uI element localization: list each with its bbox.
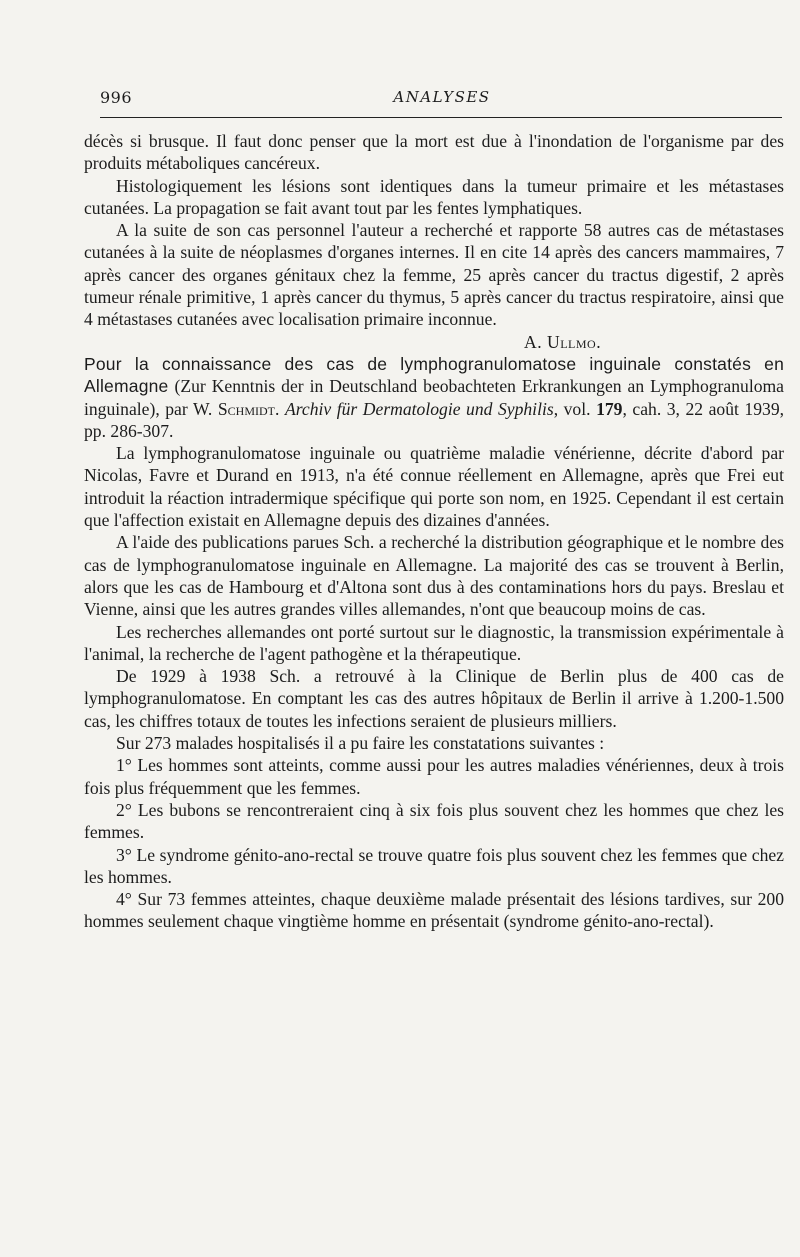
page-body (84, 130, 784, 933)
article-subtitle: (Zur Kenntnis der in Deutschland beobachteten Erkrankungen an Lymphogranuloma inguinale), par W. (84, 376, 784, 419)
paragraph: décès si brusque. Il faut donc penser que la mort est due à l'inondation de l'organisme par des produits métaboliques cancéreux. (84, 131, 784, 174)
header-rule (100, 117, 782, 118)
list-item: 1° Les hommes sont atteints, comme aussi pour les autres maladies vénériennes, deux à trois fois plus fréquemment que les femmes. (84, 755, 784, 798)
signature-name: Ullmo. (547, 331, 602, 352)
paragraph: Sur 273 malades hospitalisés il a pu faire les constatations suivantes : (116, 733, 605, 754)
signature-initial: A. (524, 331, 543, 352)
article-heading (84, 353, 784, 442)
page-header (100, 88, 784, 110)
paragraph: Histologiquement les lésions sont identiques dans la tumeur primaire et les métastases cutanées. La propagation se fait avant tout par les fentes lymphatiques. (84, 175, 784, 218)
paragraph: Les recherches allemandes ont porté surtout sur le diagnostic, la transmission expérimentale à l'animal, la recherche de l'agent pathogène et la thérapeutique. (84, 621, 784, 664)
reference-details: , cah. 3, 22 août 1939, pp. 286-307. (84, 398, 785, 441)
paragraph: A l'aide des publications parues Sch. a recherché la distribution géographique et le nombre des cas de lymphogranulomatose inguinale en Allemagne. La majorité des cas se trouvent à Berlin, alors que les cas de Hambourg et d'Altona sont dus à des contaminations hors du pays. Breslau et Vienne, ainsi que les autres grandes villes allemandes, n'ont que beaucoup moins de cas. (84, 532, 784, 620)
paragraph: A la suite de son cas personnel l'auteur a recherché et rapporte 58 autres cas de métastases cutanées à la suite de néoplasmes d'organes internes. Il en cite 14 après des cancers mammaires, 7 après cancer des organes génitaux chez la femme, 25 après cancer du tractus digestif, 2 après tumeur rénale primitive, 1 après cancer du thymus, 5 après cancer du tractus respiratoire, ainsi que 4 métastases cutanées avec localisation primaire inconnue. (84, 220, 784, 330)
paragraph: De 1929 à 1938 Sch. a retrouvé à la Clinique de Berlin plus de 400 cas de lymphogranulomatose. En comptant les cas des autres hôpitaux de Berlin il arrive à 1.200-1.500 cas, les chiffres totaux de toutes les infections seraient de plusieurs milliers. (84, 666, 784, 731)
volume-number: 179 (596, 398, 623, 419)
article-title: Pour la connaissance des cas de lymphogranulomatose inguinale constatés en Allemagne (84, 353, 784, 397)
signature (84, 331, 784, 353)
journal-name: Archiv für Dermatologie und Syphilis (284, 398, 554, 419)
list-item: 4° Sur 73 femmes atteintes, chaque deuxième malade présentait des lésions tardives, sur 200 hommes seulement chaque vingtième homme en présentait (syndrome génito-ano-rectal). (84, 889, 784, 932)
volume-prefix: , vol. (553, 398, 591, 419)
paragraph: La lymphogranulomatose inguinale ou quatrième maladie vénérienne, décrite d'abord par Nicolas, Favre et Durand en 1913, n'a été connue réellement en Allemagne, après que Frei eut introduit la réaction intradermique spécifique qui porte son nom, en 1925. Cependant il est certain que l'affection existait en Allemagne depuis des dizaines d'années. (84, 443, 784, 531)
article-author: Schmidt. (217, 398, 280, 419)
running-head: ANALYSES (393, 88, 491, 106)
page-number: 996 (100, 88, 133, 107)
list-item: 3° Le syndrome génito-ano-rectal se trouve quatre fois plus souvent chez les femmes que chez les hommes. (84, 844, 784, 887)
list-item: 2° Les bubons se rencontreraient cinq à six fois plus souvent chez les hommes que chez les femmes. (84, 799, 784, 843)
